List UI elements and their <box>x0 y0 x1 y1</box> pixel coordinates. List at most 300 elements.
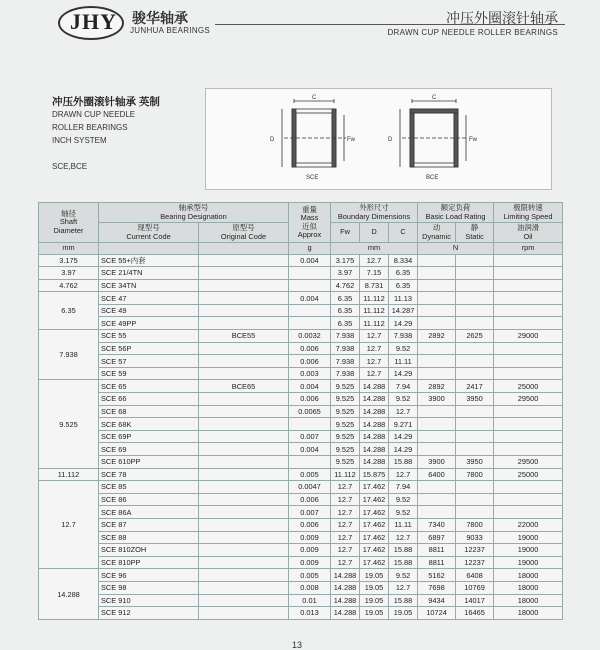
c-cell: 12.7 <box>389 405 418 418</box>
limiting-speed-cell: 18000 <box>494 594 563 607</box>
limiting-speed-cell: 29500 <box>494 456 563 469</box>
c-cell: 9.52 <box>389 506 418 519</box>
unit-boundary: mm <box>331 243 418 255</box>
fw-cell: 12.7 <box>331 481 360 494</box>
original-code-cell <box>199 594 289 607</box>
table-row <box>39 267 563 280</box>
d-cell: 14.288 <box>360 380 389 393</box>
c-cell: 15.88 <box>389 456 418 469</box>
code-cell: SCE 49PP <box>99 317 199 330</box>
unit-speed: rpm <box>494 243 563 255</box>
dynamic-load-cell <box>418 254 456 267</box>
static-load-cell <box>456 443 494 456</box>
limiting-speed-cell <box>494 418 563 431</box>
code-cell: SCE 910 <box>99 594 199 607</box>
dynamic-load-cell <box>418 481 456 494</box>
mass-cell: 0.006 <box>289 493 331 506</box>
d-cell: 14.288 <box>360 443 389 456</box>
dynamic-load-cell <box>418 506 456 519</box>
dynamic-load-cell: 6400 <box>418 468 456 481</box>
mass-cell <box>289 456 331 469</box>
c-cell: 19.05 <box>389 607 418 620</box>
c-cell: 7.938 <box>389 330 418 343</box>
d-cell: 14.288 <box>360 456 389 469</box>
code-cell: SCE 87 <box>99 518 199 531</box>
limiting-speed-cell: 18000 <box>494 569 563 582</box>
shaft-diameter-cell: 3.175 <box>39 254 99 267</box>
static-load-cell <box>456 418 494 431</box>
code-cell: SCE 85 <box>99 481 199 494</box>
dynamic-load-cell <box>418 317 456 330</box>
limiting-speed-cell <box>494 405 563 418</box>
limiting-speed-cell <box>494 481 563 494</box>
original-code-cell <box>199 292 289 305</box>
static-load-cell: 2625 <box>456 330 494 343</box>
bearing-diagram <box>205 88 552 190</box>
static-load-cell <box>456 355 494 368</box>
shaft-diameter-cell: 3.97 <box>39 267 99 280</box>
limiting-speed-cell <box>494 292 563 305</box>
shaft-diameter-cell: 6.35 <box>39 292 99 330</box>
code-cell: SCE 55 <box>99 330 199 343</box>
original-code-cell <box>199 279 289 292</box>
unit-mass: g <box>289 243 331 255</box>
code-cell: SCE 59 <box>99 367 199 380</box>
mass-cell: 0.006 <box>289 355 331 368</box>
code-cell: SCE 49 <box>99 304 199 317</box>
original-code-cell <box>199 506 289 519</box>
static-load-cell: 12237 <box>456 544 494 557</box>
original-code-cell <box>199 393 289 406</box>
d-cell: 17.462 <box>360 493 389 506</box>
static-load-cell <box>456 430 494 443</box>
fw-cell: 12.7 <box>331 506 360 519</box>
table-row <box>39 418 563 431</box>
dynamic-load-cell: 2892 <box>418 330 456 343</box>
static-load-cell <box>456 317 494 330</box>
static-load-cell: 6408 <box>456 569 494 582</box>
mass-cell: 0.006 <box>289 393 331 406</box>
c-cell: 11.11 <box>389 355 418 368</box>
original-code-cell <box>199 518 289 531</box>
table-row <box>39 254 563 267</box>
code-cell: SCE 69 <box>99 443 199 456</box>
header-load: 额定负荷 Basic Load Rating <box>418 203 494 223</box>
limiting-speed-cell <box>494 267 563 280</box>
mass-cell <box>289 304 331 317</box>
unit-blank-2 <box>199 243 289 255</box>
d-cell: 17.462 <box>360 531 389 544</box>
c-cell: 14.29 <box>389 367 418 380</box>
code-cell: SCE 610PP <box>99 456 199 469</box>
d-cell: 19.05 <box>360 594 389 607</box>
mass-cell: 0.005 <box>289 468 331 481</box>
fw-cell: 9.525 <box>331 443 360 456</box>
header-original-code: 原型号 Original Code <box>199 223 289 243</box>
shaft-diameter-cell: 14.288 <box>39 569 99 619</box>
fw-cell: 4.762 <box>331 279 360 292</box>
header-boundary: 外形尺寸 Boundary Dimensions <box>331 203 418 223</box>
shaft-diameter-cell: 11.112 <box>39 468 99 481</box>
logo-text: JHY <box>70 9 117 34</box>
mass-cell: 0.004 <box>289 254 331 267</box>
original-code-cell <box>199 355 289 368</box>
d-cell: 14.288 <box>360 430 389 443</box>
section-title-en-line3: INCH SYSTEM <box>52 136 107 145</box>
original-code-cell <box>199 317 289 330</box>
fw-cell: 9.525 <box>331 380 360 393</box>
table-row <box>39 279 563 292</box>
table-row <box>39 405 563 418</box>
table-row <box>39 544 563 557</box>
original-code-cell <box>199 430 289 443</box>
sce-fw-label: Fw <box>347 137 355 143</box>
d-cell: 14.288 <box>360 393 389 406</box>
dynamic-load-cell <box>418 292 456 305</box>
d-cell: 19.05 <box>360 569 389 582</box>
unit-shaft: mm <box>39 243 99 255</box>
code-cell: SCE 78 <box>99 468 199 481</box>
d-cell: 11.112 <box>360 292 389 305</box>
static-load-cell: 9033 <box>456 531 494 544</box>
original-code-cell <box>199 581 289 594</box>
mass-cell: 0.013 <box>289 607 331 620</box>
c-cell: 12.7 <box>389 581 418 594</box>
fw-cell: 12.7 <box>331 531 360 544</box>
limiting-speed-cell: 29500 <box>494 393 563 406</box>
fw-cell: 14.288 <box>331 594 360 607</box>
original-code-cell <box>199 607 289 620</box>
table-row <box>39 569 563 582</box>
fw-cell: 7.938 <box>331 355 360 368</box>
shaft-diameter-cell: 9.525 <box>39 380 99 468</box>
table-row <box>39 393 563 406</box>
bce-c-label: C <box>432 95 437 101</box>
static-load-cell: 3950 <box>456 393 494 406</box>
c-cell: 11.11 <box>389 518 418 531</box>
dynamic-load-cell: 7698 <box>418 581 456 594</box>
original-code-cell <box>199 531 289 544</box>
d-cell: 17.462 <box>360 556 389 569</box>
mass-cell: 0.008 <box>289 581 331 594</box>
table-row <box>39 292 563 305</box>
page-number: 13 <box>292 640 303 650</box>
dynamic-load-cell: 5162 <box>418 569 456 582</box>
code-cell: SCE 96 <box>99 569 199 582</box>
code-cell: SCE 56P <box>99 342 199 355</box>
original-code-cell <box>199 254 289 267</box>
mass-cell: 0.006 <box>289 518 331 531</box>
dynamic-load-cell <box>418 367 456 380</box>
static-load-cell: 14017 <box>456 594 494 607</box>
c-cell: 9.52 <box>389 493 418 506</box>
mass-cell: 0.004 <box>289 380 331 393</box>
bearing-spec-table <box>38 202 563 620</box>
code-cell: SCE 66 <box>99 393 199 406</box>
c-cell: 11.13 <box>389 292 418 305</box>
d-cell: 17.462 <box>360 544 389 557</box>
original-code-cell <box>199 367 289 380</box>
mass-cell: 0.005 <box>289 569 331 582</box>
static-load-cell: 7800 <box>456 468 494 481</box>
header-designation: 轴承型号 Bearing Designation <box>99 203 289 223</box>
d-cell: 7.15 <box>360 267 389 280</box>
code-cell: SCE 810ZOH <box>99 544 199 557</box>
c-cell: 9.52 <box>389 342 418 355</box>
limiting-speed-cell <box>494 430 563 443</box>
dynamic-load-cell <box>418 279 456 292</box>
original-code-cell <box>199 481 289 494</box>
table-row <box>39 594 563 607</box>
header-c: C <box>389 223 418 243</box>
series-label: SCE,BCE <box>52 162 88 171</box>
code-cell: SCE 88 <box>99 531 199 544</box>
limiting-speed-cell <box>494 342 563 355</box>
d-cell: 14.288 <box>360 418 389 431</box>
limiting-speed-cell <box>494 304 563 317</box>
table-row <box>39 443 563 456</box>
dynamic-load-cell <box>418 430 456 443</box>
d-cell: 12.7 <box>360 254 389 267</box>
static-load-cell <box>456 367 494 380</box>
fw-cell: 9.525 <box>331 418 360 431</box>
header-current-code: 现型号 Current Code <box>99 223 199 243</box>
fw-cell: 3.97 <box>331 267 360 280</box>
code-cell: SCE 98 <box>99 581 199 594</box>
code-cell: SCE 86A <box>99 506 199 519</box>
limiting-speed-cell: 25000 <box>494 380 563 393</box>
header-fw: Fw <box>331 223 360 243</box>
limiting-speed-cell: 19000 <box>494 556 563 569</box>
dynamic-load-cell <box>418 493 456 506</box>
code-cell: SCE 55+内套 <box>99 254 199 267</box>
limiting-speed-cell <box>494 355 563 368</box>
c-cell: 15.88 <box>389 556 418 569</box>
table-row <box>39 380 563 393</box>
dynamic-load-cell: 6897 <box>418 531 456 544</box>
code-cell: SCE 68 <box>99 405 199 418</box>
d-cell: 17.462 <box>360 518 389 531</box>
dynamic-load-cell <box>418 405 456 418</box>
d-cell: 11.112 <box>360 317 389 330</box>
table-row <box>39 304 563 317</box>
limiting-speed-cell: 29000 <box>494 330 563 343</box>
bce-drawing <box>400 99 468 167</box>
table-row <box>39 518 563 531</box>
dynamic-load-cell: 8811 <box>418 544 456 557</box>
table-row <box>39 531 563 544</box>
c-cell: 14.29 <box>389 430 418 443</box>
original-code-cell <box>199 556 289 569</box>
dynamic-load-cell <box>418 418 456 431</box>
fw-cell: 7.938 <box>331 342 360 355</box>
c-cell: 7.94 <box>389 481 418 494</box>
original-code-cell <box>199 405 289 418</box>
table-row <box>39 607 563 620</box>
header-dynamic: 动 Dynamic <box>418 223 456 243</box>
limiting-speed-cell <box>494 506 563 519</box>
fw-cell: 14.288 <box>331 569 360 582</box>
sce-caption: SCE <box>306 175 319 181</box>
section-title-en-line1: DRAWN CUP NEEDLE <box>52 110 136 119</box>
mass-cell <box>289 317 331 330</box>
fw-cell: 14.288 <box>331 607 360 620</box>
code-cell: SCE 47 <box>99 292 199 305</box>
table-row <box>39 493 563 506</box>
d-cell: 11.112 <box>360 304 389 317</box>
d-cell: 12.7 <box>360 355 389 368</box>
unit-load: N <box>418 243 494 255</box>
fw-cell: 9.525 <box>331 393 360 406</box>
dynamic-load-cell: 7340 <box>418 518 456 531</box>
shaft-diameter-cell: 4.762 <box>39 279 99 292</box>
static-load-cell <box>456 342 494 355</box>
static-load-cell <box>456 506 494 519</box>
dynamic-load-cell <box>418 342 456 355</box>
d-cell: 17.462 <box>360 481 389 494</box>
dynamic-load-cell <box>418 443 456 456</box>
static-load-cell <box>456 254 494 267</box>
c-cell: 14.29 <box>389 443 418 456</box>
header-speed: 极限转速 Limiting Speed <box>494 203 563 223</box>
table-header <box>39 203 563 255</box>
mass-cell: 0.0047 <box>289 481 331 494</box>
limiting-speed-cell: 19000 <box>494 544 563 557</box>
fw-cell: 6.35 <box>331 292 360 305</box>
section-title-en-line2: ROLLER BEARINGS <box>52 123 128 132</box>
fw-cell: 11.112 <box>331 468 360 481</box>
static-load-cell <box>456 493 494 506</box>
table-row <box>39 456 563 469</box>
dynamic-load-cell: 10724 <box>418 607 456 620</box>
static-load-cell: 10769 <box>456 581 494 594</box>
code-cell: SCE 65 <box>99 380 199 393</box>
table-row <box>39 506 563 519</box>
static-load-cell <box>456 292 494 305</box>
static-load-cell: 2417 <box>456 380 494 393</box>
fw-cell: 12.7 <box>331 493 360 506</box>
fw-cell: 9.525 <box>331 405 360 418</box>
table-row <box>39 317 563 330</box>
limiting-speed-cell: 19000 <box>494 531 563 544</box>
fw-cell: 9.525 <box>331 456 360 469</box>
dynamic-load-cell: 3900 <box>418 456 456 469</box>
header-mass: 重量 Mass 近似 Approx <box>289 203 331 243</box>
original-code-cell <box>199 468 289 481</box>
c-cell: 8.334 <box>389 254 418 267</box>
static-load-cell <box>456 279 494 292</box>
c-cell: 15.88 <box>389 544 418 557</box>
fw-cell: 6.35 <box>331 304 360 317</box>
fw-cell: 3.175 <box>331 254 360 267</box>
original-code-cell <box>199 304 289 317</box>
original-code-cell: BCE65 <box>199 380 289 393</box>
limiting-speed-cell <box>494 279 563 292</box>
fw-cell: 9.525 <box>331 430 360 443</box>
limiting-speed-cell <box>494 367 563 380</box>
code-cell: SCE 57 <box>99 355 199 368</box>
static-load-cell: 12237 <box>456 556 494 569</box>
header-d: D <box>360 223 389 243</box>
table-row <box>39 367 563 380</box>
code-cell: SCE 68K <box>99 418 199 431</box>
brand-name-en: JUNHUA BEARINGS <box>130 26 211 35</box>
fw-cell: 7.938 <box>331 330 360 343</box>
code-cell: SCE 912 <box>99 607 199 620</box>
static-load-cell: 3950 <box>456 456 494 469</box>
table-row <box>39 355 563 368</box>
d-cell: 19.05 <box>360 581 389 594</box>
mass-cell: 0.007 <box>289 506 331 519</box>
c-cell: 15.88 <box>389 594 418 607</box>
c-cell: 14.29 <box>389 317 418 330</box>
mass-cell: 0.01 <box>289 594 331 607</box>
mass-cell: 0.007 <box>289 430 331 443</box>
dynamic-load-cell: 9434 <box>418 594 456 607</box>
c-cell: 9.52 <box>389 393 418 406</box>
code-cell: SCE 21/4TN <box>99 267 199 280</box>
mass-cell: 0.009 <box>289 556 331 569</box>
mass-cell: 0.009 <box>289 544 331 557</box>
header-shaft: 轴径 Shaft Diameter <box>39 203 99 243</box>
mass-cell <box>289 418 331 431</box>
c-cell: 12.7 <box>389 468 418 481</box>
mass-cell: 0.003 <box>289 367 331 380</box>
limiting-speed-cell <box>494 493 563 506</box>
fw-cell: 6.35 <box>331 317 360 330</box>
page-header <box>0 0 600 48</box>
bce-d-label: D <box>388 137 393 143</box>
fw-cell: 14.288 <box>331 581 360 594</box>
fw-cell: 12.7 <box>331 518 360 531</box>
sce-drawing <box>282 99 346 167</box>
static-load-cell <box>456 481 494 494</box>
d-cell: 12.7 <box>360 367 389 380</box>
original-code-cell: BCE55 <box>199 330 289 343</box>
unit-blank-1 <box>99 243 199 255</box>
original-code-cell <box>199 456 289 469</box>
d-cell: 15.875 <box>360 468 389 481</box>
bce-caption: BCE <box>426 175 439 181</box>
original-code-cell <box>199 493 289 506</box>
mass-cell <box>289 279 331 292</box>
static-load-cell: 16465 <box>456 607 494 620</box>
dynamic-load-cell: 8811 <box>418 556 456 569</box>
dynamic-load-cell: 2892 <box>418 380 456 393</box>
dynamic-load-cell <box>418 304 456 317</box>
dynamic-load-cell: 3900 <box>418 393 456 406</box>
table-row <box>39 430 563 443</box>
static-load-cell <box>456 267 494 280</box>
original-code-cell <box>199 418 289 431</box>
original-code-cell <box>199 267 289 280</box>
static-load-cell: 7800 <box>456 518 494 531</box>
bce-fw-label: Fw <box>469 137 477 143</box>
fw-cell: 12.7 <box>331 556 360 569</box>
mass-cell: 0.006 <box>289 342 331 355</box>
d-cell: 12.7 <box>360 342 389 355</box>
header-title-en: DRAWN CUP NEEDLE ROLLER BEARINGS <box>387 28 558 37</box>
d-cell: 17.462 <box>360 506 389 519</box>
shaft-diameter-cell: 12.7 <box>39 481 99 569</box>
dynamic-load-cell <box>418 355 456 368</box>
table-row <box>39 342 563 355</box>
limiting-speed-cell <box>494 443 563 456</box>
table-row <box>39 556 563 569</box>
d-cell: 14.288 <box>360 405 389 418</box>
table-body <box>39 254 563 619</box>
c-cell: 14.287 <box>389 304 418 317</box>
